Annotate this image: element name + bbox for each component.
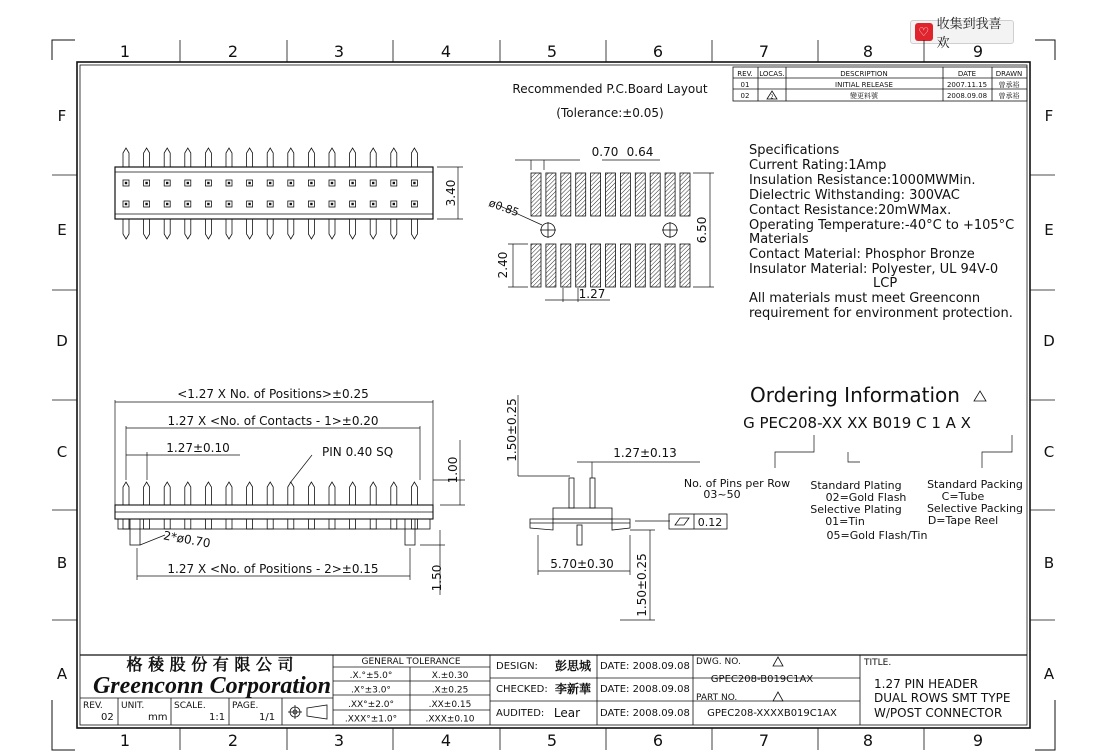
pcb-pad-upper <box>635 173 645 216</box>
pcb-hole-dim: ø0.85 <box>487 196 521 220</box>
top-pin-dot <box>207 182 209 184</box>
top-pin-lower <box>308 219 314 239</box>
top-pin-dot <box>310 182 312 184</box>
design-label: DESIGN: <box>496 661 538 672</box>
drawn-cell: 曾承裕 <box>998 81 1020 89</box>
zone-column-label: 5 <box>546 42 558 61</box>
spec-line: Insulator Material: Polyester, UL 94V-0 <box>749 262 999 277</box>
heart-icon: ♡ <box>915 23 933 41</box>
zone-row-label: C <box>1043 443 1055 461</box>
ordering-pins-title: No. of Pins per Row <box>683 477 791 490</box>
ordering-triangle-icon <box>974 391 986 401</box>
spec-line: Materials <box>749 232 809 247</box>
pcb-pad-upper <box>680 173 690 216</box>
part-label: PART NO. <box>696 693 738 703</box>
zone-column-label: 1 <box>119 42 131 61</box>
title-label: TITLE. <box>864 658 892 668</box>
top-pin-upper <box>329 148 335 167</box>
side-pin-tail <box>205 519 211 529</box>
top-pin-dot <box>393 203 395 205</box>
side-pin <box>123 482 129 505</box>
top-pin-dot <box>125 203 127 205</box>
side-post-label: 2*ø0.70 <box>162 528 212 551</box>
ordering-code: G PEC208-XX XX B019 C 1 A X <box>743 414 971 432</box>
pcb-pad-lower <box>650 244 660 287</box>
top-pin-upper <box>247 148 253 167</box>
top-pin-upper <box>267 148 273 167</box>
checked-label: CHECKED: <box>496 684 548 695</box>
zone-rows-right <box>1030 107 1055 683</box>
tolerance-linear: .XX±0.15 <box>428 700 472 710</box>
zone-column-label: 8 <box>862 42 874 61</box>
spec-line: Dielectric Withstanding: 300VAC <box>749 188 960 203</box>
top-pin-dot <box>372 182 374 184</box>
top-pin-dot <box>269 182 271 184</box>
pcb-pad-upper <box>546 173 556 216</box>
top-pin-lower <box>123 219 129 239</box>
side-pin <box>185 482 191 505</box>
side-pin-tail <box>123 519 129 529</box>
top-pin-dot <box>145 182 147 184</box>
pcb-total-height: 6.50 <box>695 216 709 244</box>
side-total-length: <1.27 X No. of Positions>±0.25 <box>177 387 369 401</box>
end-flatness: 0.12 <box>697 516 723 529</box>
side-pin-tail <box>329 519 335 529</box>
top-pin-dot <box>228 182 230 184</box>
dwg-label: DWG. NO. <box>696 657 741 667</box>
zone-rows-left <box>52 107 77 683</box>
zone-row-label: B <box>56 554 68 572</box>
top-pin-lower <box>370 219 376 239</box>
drawn-header: DRAWN <box>995 70 1023 78</box>
pcb-pad-upper <box>665 173 675 216</box>
pcb-pad-upper <box>531 173 541 216</box>
company-name-cn: 格 稜 股 份 有 限 公 司 <box>126 655 294 674</box>
side-pin <box>350 482 356 505</box>
pcb-pitch: 1.27 <box>578 287 606 301</box>
top-pin-dot <box>207 203 209 205</box>
top-pin-dot <box>269 203 271 205</box>
pcb-pad-lower <box>680 244 690 287</box>
spec-line: All materials must meet Greenconn <box>749 291 981 306</box>
top-pin-upper <box>391 148 397 167</box>
audited-date: DATE: 2008.09.08 <box>600 708 690 719</box>
pcb-pad-lower <box>606 244 616 287</box>
top-pin-dot <box>331 182 333 184</box>
zone-column-label: 7 <box>758 731 770 750</box>
unit-label: UNIT. <box>121 701 145 711</box>
flatness-frame <box>669 514 727 529</box>
tolerance-angle: .XXX°±1.0° <box>344 714 398 725</box>
ordering-title: Ordering Information <box>750 383 960 407</box>
top-pin-lower <box>267 219 273 239</box>
unit-value: mm <box>148 712 168 723</box>
side-pin-tail <box>164 519 170 529</box>
zone-row-label: B <box>1043 554 1055 572</box>
pcb-pad-upper <box>650 173 660 216</box>
zone-column-label: 7 <box>758 42 770 61</box>
top-pin-dot <box>351 182 353 184</box>
top-pin-dot <box>248 203 250 205</box>
pcb-pad-lower <box>591 244 601 287</box>
top-pin-lower <box>329 219 335 239</box>
top-pin-dot <box>290 182 292 184</box>
tolerance-linear: X.±0.30 <box>431 671 469 681</box>
description-header: DESCRIPTION <box>840 70 888 78</box>
design-value: 彭思城 <box>554 659 592 673</box>
zone-row-label: E <box>57 221 67 239</box>
zone-row-label: E <box>1044 221 1054 239</box>
top-pin-dot <box>248 182 250 184</box>
dwg-value: GPEC208-B019C1AX <box>710 674 814 685</box>
top-pin-lower <box>350 219 356 239</box>
top-pin-lower <box>226 219 232 239</box>
top-pin-lower <box>144 219 150 239</box>
scale-label: SCALE. <box>174 701 206 711</box>
pcb-pad-upper <box>576 173 586 216</box>
side-pin-tail <box>411 519 417 529</box>
top-pin-dot <box>166 203 168 205</box>
ordering-plating-goldtin: 05=Gold Flash/Tin <box>826 529 928 542</box>
description-cell: INITIAL RELEASE <box>835 81 893 89</box>
top-view <box>115 148 463 239</box>
title-line-2: DUAL ROWS SMT TYPE <box>874 691 1011 705</box>
side-pin <box>144 482 150 505</box>
zone-column-label: 9 <box>972 42 984 61</box>
side-pin-tail <box>267 519 273 529</box>
pcb-pad-lower <box>665 244 675 287</box>
scale-value: 1:1 <box>209 712 226 723</box>
rev-header: REV. <box>737 70 753 78</box>
end-width: 5.70±0.30 <box>550 557 614 571</box>
zone-column-label: 1 <box>119 731 131 750</box>
top-pin-dot <box>372 203 374 205</box>
ordering-plating-tin: 01=Tin <box>825 515 865 528</box>
side-pin <box>370 482 376 505</box>
spec-line: Specifications <box>749 143 840 158</box>
end-pitch: 1.27±0.13 <box>613 446 677 460</box>
top-pin-dot <box>166 182 168 184</box>
date-cell: 2007.11.15 <box>946 81 988 89</box>
zone-columns-bottom <box>120 728 983 750</box>
side-post-height: 1.50 <box>430 564 444 592</box>
top-pin-dot <box>413 182 415 184</box>
side-pin-tail <box>350 519 356 529</box>
zone-column-label: 9 <box>972 731 984 750</box>
spec-line: Current Rating:1Amp <box>749 158 887 173</box>
side-pin-tail <box>226 519 232 529</box>
top-pin-upper <box>288 148 294 167</box>
rev-label: REV. <box>83 701 103 711</box>
tolerance-header: GENERAL TOLERANCE <box>361 657 461 667</box>
pcb-pad-lower <box>576 244 586 287</box>
zone-column-label: 4 <box>440 731 452 750</box>
side-pin-tail <box>370 519 376 529</box>
end-view <box>505 395 727 620</box>
top-pin-upper <box>164 148 170 167</box>
zone-column-label: 3 <box>333 42 345 61</box>
top-view-height-dim <box>437 167 463 219</box>
dwg-triangle-icon <box>773 657 783 666</box>
zone-row-label: F <box>57 107 67 125</box>
top-pin-dot <box>187 203 189 205</box>
spec-line: Contact Material: Phosphor Bronze <box>749 247 975 262</box>
pcb-pad-height: 2.40 <box>496 251 510 279</box>
top-pin-lower <box>247 219 253 239</box>
zone-row-label: A <box>56 665 68 683</box>
part-value: GPEC208-XXXXB019C1AX <box>707 708 837 719</box>
spec-line: Operating Temperature:-40°C to +105°C <box>749 218 1015 233</box>
flatness-icon <box>675 518 689 525</box>
ordering-packing-tube: C=Tube <box>941 490 985 503</box>
projection-icon <box>288 705 327 719</box>
side-pin <box>288 482 294 505</box>
top-pin-dot <box>393 182 395 184</box>
side-pin-tail <box>308 519 314 529</box>
spec-line: Insulation Resistance:1000MWMin. <box>749 173 976 188</box>
top-pin-dot <box>290 203 292 205</box>
pcb-layout <box>487 145 714 302</box>
date-header: DATE <box>957 70 977 78</box>
favorite-label: 收集到我喜欢 <box>936 17 1002 51</box>
pcb-pad-upper <box>620 173 630 216</box>
side-pin-tail <box>391 519 397 529</box>
zone-row-label: D <box>1043 332 1055 350</box>
revision-triangle-icon <box>767 91 777 101</box>
side-posts-length: 1.27 X <No. of Positions - 2>±0.15 <box>167 562 379 576</box>
zone-column-label: 8 <box>862 731 874 750</box>
zone-row-label: A <box>1043 665 1055 683</box>
top-pin-upper <box>411 148 417 167</box>
side-pin <box>411 482 417 505</box>
pcb-pad-lower <box>531 244 541 287</box>
top-pin-upper <box>350 148 356 167</box>
date-cell: 2008.09.08 <box>946 92 988 100</box>
pcb-pad-upper <box>591 173 601 216</box>
ordering-packing-reel: D=Tape Reel <box>927 514 999 527</box>
ordering-plating-gold: 02=Gold Flash <box>825 491 907 504</box>
pcb-pad-upper <box>606 173 616 216</box>
company-name-en: Greenconn Corporation <box>92 673 332 699</box>
top-pin-lower <box>288 219 294 239</box>
ordering-plating-standard: Standard Plating <box>810 479 902 492</box>
zone-row-label: C <box>56 443 68 461</box>
top-pin-dot <box>145 203 147 205</box>
top-pin-lower <box>205 219 211 239</box>
rev-cell: 01 <box>740 81 750 89</box>
pcb-layout-tolerance: (Tolerance:±0.05) <box>556 106 664 120</box>
pcb-layout-title: Recommended P.C.Board Layout <box>512 82 708 96</box>
title-line-1: 1.27 PIN HEADER <box>874 677 979 691</box>
side-pin-tail <box>247 519 253 529</box>
spec-line: LCP <box>873 276 898 291</box>
side-pin <box>391 482 397 505</box>
pcb-pad-width: 0.70 <box>591 145 619 159</box>
pcb-pad-lower <box>546 244 556 287</box>
page-label: PAGE. <box>232 701 259 711</box>
top-pin-upper <box>185 148 191 167</box>
top-pin-upper <box>370 148 376 167</box>
checked-date: DATE: 2008.09.08 <box>600 684 690 695</box>
side-view <box>115 387 465 595</box>
top-pin-upper <box>144 148 150 167</box>
checked-value: 李新華 <box>554 682 592 696</box>
top-pin-lower <box>185 219 191 239</box>
zone-column-label: 2 <box>227 731 239 750</box>
audited-value: Lear <box>553 706 581 720</box>
title-block <box>80 655 1027 725</box>
pcb-pad-lower <box>635 244 645 287</box>
side-pin <box>267 482 273 505</box>
top-pin-dot <box>125 182 127 184</box>
top-pin-upper <box>123 148 129 167</box>
title-line-3: W/POST CONNECTOR <box>874 706 1003 720</box>
zone-columns-top <box>120 40 983 62</box>
drawn-cell: 曾承裕 <box>998 92 1020 100</box>
side-pin <box>247 482 253 505</box>
pcb-pad-lower <box>620 244 630 287</box>
end-top-dim: 1.50±0.25 <box>505 398 519 462</box>
ordering-pins-range: 03~50 <box>703 488 741 501</box>
side-pin <box>308 482 314 505</box>
ordering-plating-selective: Selective Plating <box>810 503 902 516</box>
end-bottom-dim: 1.50±0.25 <box>635 553 649 617</box>
pcb-pad-lower <box>561 244 571 287</box>
top-pin-dot <box>187 182 189 184</box>
pcb-pad-gap: 0.64 <box>626 145 654 159</box>
ordering-packing-selective: Selective Packing <box>926 502 1024 515</box>
audited-label: AUDITED: <box>496 708 545 719</box>
top-pin-dot <box>351 203 353 205</box>
tolerance-angle: .X°±3.0° <box>351 685 391 696</box>
part-triangle-icon <box>773 692 783 701</box>
side-pin-tail <box>144 519 150 529</box>
top-pin-upper <box>205 148 211 167</box>
pcb-pad-upper <box>561 173 571 216</box>
spec-line: requirement for environment protection. <box>749 306 1013 321</box>
locas-header: LOCAS. <box>759 70 785 78</box>
specifications <box>749 143 1014 321</box>
tolerance-angle: .XX°±2.0° <box>347 700 395 710</box>
top-pin-lower <box>164 219 170 239</box>
revision-triangle-number: 2 <box>770 94 774 101</box>
side-contacts-length: 1.27 X <No. of Contacts - 1>±0.20 <box>167 414 379 428</box>
zone-column-label: 6 <box>652 42 664 61</box>
ordering-packing-standard: Standard Packing <box>927 478 1023 491</box>
top-pin-dot <box>310 203 312 205</box>
spec-line: Contact Resistance:20mWMax. <box>749 203 952 218</box>
side-pin-label: PIN 0.40 SQ <box>322 445 394 459</box>
side-pin <box>205 482 211 505</box>
top-pin-dot <box>413 203 415 205</box>
zone-column-label: 4 <box>440 42 452 61</box>
zone-row-label: D <box>56 332 68 350</box>
top-pin-lower <box>411 219 417 239</box>
description-cell: 變更料號 <box>850 92 878 100</box>
design-date: DATE: 2008.09.08 <box>600 661 690 672</box>
side-pin <box>226 482 232 505</box>
zone-column-label: 3 <box>333 731 345 750</box>
side-pitch: 1.27±0.10 <box>166 441 230 455</box>
page-value: 1/1 <box>259 712 276 723</box>
revision-table <box>733 67 1027 101</box>
side-pin-tail <box>288 519 294 529</box>
top-pin-dot <box>228 203 230 205</box>
zone-row-label: F <box>1044 107 1054 125</box>
rev-value: 02 <box>101 712 114 723</box>
zone-column-label: 2 <box>227 42 239 61</box>
top-pin-lower <box>391 219 397 239</box>
rev-cell: 02 <box>740 92 750 100</box>
tolerance-linear: .XXX±0.10 <box>425 714 475 725</box>
zone-column-label: 5 <box>546 731 558 750</box>
zone-column-label: 6 <box>652 731 664 750</box>
side-height: 1.00 <box>446 456 460 484</box>
side-pin <box>329 482 335 505</box>
top-pin-upper <box>308 148 314 167</box>
tolerance-angle: .X.°±5.0° <box>349 671 393 681</box>
side-pin-tail <box>185 519 191 529</box>
side-pin <box>164 482 170 505</box>
tolerance-linear: .X±0.25 <box>431 685 469 696</box>
ordering-information <box>684 383 1023 542</box>
top-pin-upper <box>226 148 232 167</box>
top-pin-dot <box>331 203 333 205</box>
top-view-height: 3.40 <box>444 179 458 207</box>
